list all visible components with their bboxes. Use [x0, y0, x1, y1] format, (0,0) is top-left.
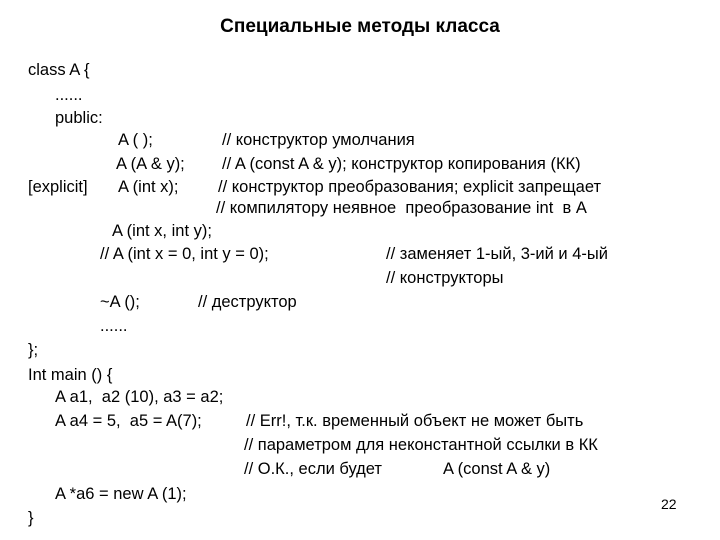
code-line-default-ctor: A ( ); — [118, 131, 153, 149]
code-comment-conversion-ctor-cont: // компилятору неявное преобразование int в A — [216, 199, 587, 217]
code-comment-ok: // О.К., если будет — [244, 460, 382, 478]
code-line-two-arg-ctor: A (int x, int y); — [112, 222, 212, 240]
code-comment-default-args-ctor: // A (int x = 0, int y = 0); — [100, 245, 269, 263]
code-line-destructor: ~A (); — [100, 293, 140, 311]
code-line-copy-ctor: A (A & y); — [116, 155, 185, 173]
code-line-objects-2: A a4 = 5, a5 = A(7); — [55, 412, 202, 430]
code-comment-destructor: // деструктор — [198, 293, 297, 311]
code-comment-error-cont: // параметром для неконстантной ссылки в КК — [244, 436, 598, 454]
code-explicit-keyword: [explicit] — [28, 178, 88, 196]
code-line-class-end: }; — [28, 341, 39, 359]
page-number: 22 — [661, 496, 677, 512]
code-line-ellipsis: ...... — [55, 86, 83, 104]
code-line-main: Int main () { — [28, 366, 113, 384]
code-comment-replaces: // заменяет 1-ый, 3-ий и 4-ый — [386, 245, 608, 263]
code-line-main-end: } — [28, 509, 34, 527]
code-comment-default-ctor: // конструктор умолчания — [222, 131, 415, 149]
code-line-objects-1: A a1, a2 (10), a3 = a2; — [55, 388, 224, 406]
code-comment-copy-ctor: // A (const A & y); конструктор копирования (КК) — [222, 155, 581, 173]
code-line-public: public: — [55, 109, 103, 127]
code-line-conversion-ctor: A (int x); — [118, 178, 179, 196]
code-line-ellipsis-2: ...... — [100, 317, 128, 335]
slide-title: Специальные методы класса — [220, 16, 500, 37]
code-line-class-decl: class A { — [28, 61, 90, 79]
code-comment-conversion-ctor: // конструктор преобразования; explicit запрещает — [218, 178, 602, 196]
code-comment-error: // Err!, т.к. временный объект не может быть — [246, 412, 584, 430]
code-comment-ok-signature: A (const A & y) — [443, 460, 551, 478]
code-line-new: A *a6 = new A (1); — [55, 485, 187, 503]
code-comment-constructors: // конструкторы — [386, 269, 504, 287]
